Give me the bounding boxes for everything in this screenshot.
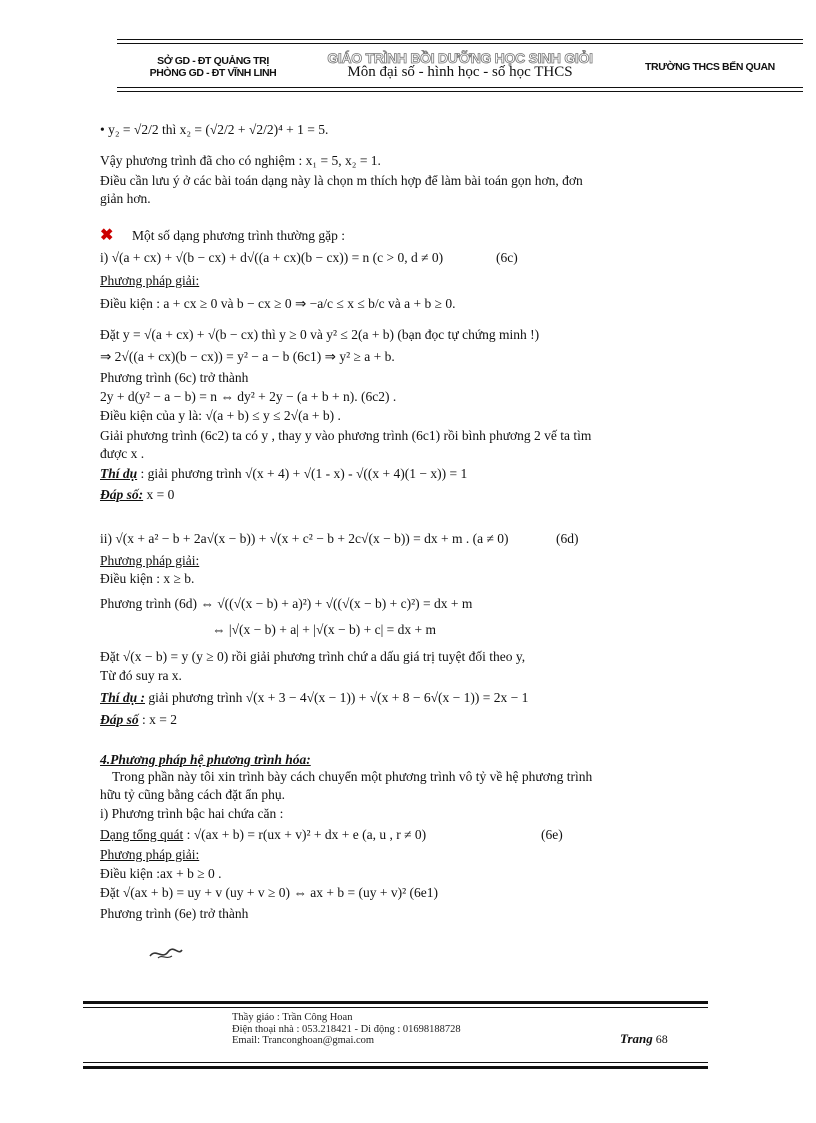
equation-6c-tag: (6c) — [496, 250, 518, 265]
header-right: TRƯỜNG THCS BẾN QUAN — [645, 61, 775, 73]
body-line-29: hữu tỷ cũng bằng cách đặt ẩn phụ. — [100, 787, 286, 802]
example-1 — [100, 466, 467, 482]
section-4-heading: 4.Phương pháp hệ phương trình hóa: — [100, 752, 311, 767]
general-form-label: Dạng tổng quát — [100, 827, 184, 842]
body-line-35: Phương trình (6e) trở thành — [100, 906, 249, 921]
answer-1-text: x = 0 — [143, 487, 175, 502]
example-2-label: Thí dụ : — [100, 690, 146, 705]
header-title: GIÁO TRÌNH BỒI DƯỠNG HỌC SINH GIỎI — [327, 50, 593, 66]
body-line-21: Phương trình (6d) ⇔ √((√(x − b) + a)²) + √((√(x − b) + c)²) = dx + m — [100, 596, 473, 611]
page-number-value: 68 — [655, 1032, 668, 1046]
method-heading-3: Phương pháp giải: — [100, 847, 200, 862]
footer-phone: Điện thoại nhà : 053.218421 - Di động : 01698188728 — [232, 1023, 461, 1035]
body-line-8: Điều kiện : a + cx ≥ 0 và b − cx ≥ 0 ⇒ −a/c ≤ x ≤ b/c và a + b ≥ 0. — [100, 296, 456, 311]
body-line-10: ⇒ 2√((a + cx)(b − cx)) = y² − a − b (6c1) ⇒ y² ≥ a + b. — [100, 349, 395, 364]
equation-6e-tag: (6e) — [541, 827, 563, 842]
method-heading-2: Phương pháp giải: — [100, 553, 200, 568]
footer-top-rule-thin — [83, 1007, 708, 1008]
body-line-28: Trong phần này tôi xin trình bày cách chuyển một phương trình vô tỷ về hệ phương trình — [112, 769, 593, 784]
answer-1-label: Đáp số: — [100, 487, 144, 502]
ornament-icon — [148, 946, 184, 962]
equation-6c: i) √(a + cx) + √(b − cx) + d√((a + cx)(b − cx)) = n (c > 0, d ≠ 0) — [100, 250, 444, 265]
body-line-23: Đặt √(x − b) = y (y ≥ 0) rồi giải phương trình chứ a dấu giá trị tuyệt đối theo y, — [100, 649, 526, 664]
method-heading-1: Phương pháp giải: — [100, 273, 200, 288]
body-line-12: 2y + d(y² − a − b) = n ⇔ dy² + 2y − (a + b + n). (6c2) . — [100, 389, 397, 404]
example-2 — [100, 690, 528, 706]
header-left-line2: PHÒNG GD - ĐT VĨNH LINH — [149, 67, 277, 79]
body-line-3: Điều cần lưu ý ở các bài toán dạng này là chọn m thích hợp để làm bài toán gọn hơn, đơn — [100, 173, 583, 188]
answer-2-label: Đáp số — [100, 712, 139, 727]
body-line-1: • y₂ = √2/2 thì x₂ = (√2/2 + √2/2)⁴ + 1 = 5. — [100, 122, 329, 137]
body-line-11: Phương trình (6c) trở thành — [100, 370, 249, 385]
equation-6d-tag: (6d) — [556, 531, 579, 546]
footer-bottom-rule-thin — [83, 1062, 708, 1063]
footer-top-rule — [83, 1001, 708, 1004]
body-line-4: giản hơn. — [100, 191, 151, 206]
cross-mark-icon: ✖ — [100, 227, 114, 244]
section-heading: Một số dạng phương trình thường gặp : — [132, 228, 346, 243]
general-form — [100, 827, 426, 843]
footer-contact — [232, 1012, 461, 1047]
example-1-text: : giải phương trình √(x + 4) + √(1 - x) - √((x + 4)(1 − x)) = 1 — [137, 466, 468, 481]
body-line-24: Từ đó suy ra x. — [100, 668, 182, 683]
footer-email: Email: Tranconghoan@gmai.com — [232, 1035, 375, 1046]
body-line-13: Điều kiện của y là: √(a + b) ≤ y ≤ 2√(a + b) . — [100, 408, 341, 423]
footer-teacher: Thầy giáo : Trần Công Hoan — [232, 1012, 353, 1023]
body-line-2: Vậy phương trình đã cho có nghiệm : x₁ = 5, x₂ = 1. — [100, 153, 381, 168]
body-line-34: Đặt √(ax + b) = uy + v (uy + v ≥ 0) ⇔ ax + b = (uy + v)² (6e1) — [100, 885, 438, 900]
body-line-14: Giải phương trình (6c2) ta có y , thay y vào phương trình (6c1) rồi bình phương 2 vế ta tìm — [100, 428, 592, 443]
example-1-label: Thí dụ — [100, 466, 138, 481]
body-line-20: Điều kiện : x ≥ b. — [100, 571, 195, 586]
answer-2 — [100, 712, 177, 728]
body-line-9: Đặt y = √(a + cx) + √(b − cx) thì y ≥ 0 và y² ≤ 2(a + b) (bạn đọc tự chứng minh !) — [100, 327, 540, 342]
header-subtitle: Môn đại số - hình học - số học THCS — [347, 64, 573, 80]
header-left — [118, 55, 308, 79]
header-top-rule-thin — [117, 43, 803, 44]
header-center — [300, 50, 620, 81]
answer-1 — [100, 487, 174, 503]
equation-6d: ii) √(x + a² − b + 2a√(x − b)) + √(x + c² − b + 2c√(x − b)) = dx + m . (a ≠ 0) — [100, 531, 509, 546]
example-2-text: giải phương trình √(x + 3 − 4√(x − 1)) + √(x + 8 − 6√(x − 1)) = 2x − 1 — [145, 690, 529, 705]
body-line-33: Điều kiện :ax + b ≥ 0 . — [100, 866, 222, 881]
page-word: Trang — [620, 1031, 653, 1046]
body-line-15: được x . — [100, 446, 145, 461]
footer-bottom-rule — [83, 1066, 708, 1069]
general-form-text: : √(ax + b) = r(ux + v)² + dx + e (a, u , r ≠ 0) — [183, 827, 427, 842]
header-left-line1: SỞ GD - ĐT QUẢNG TRỊ — [157, 55, 269, 67]
answer-2-text: : x = 2 — [138, 712, 178, 727]
header-bottom-rule — [117, 87, 803, 88]
body-line-30: i) Phương trình bậc hai chứa căn : — [100, 806, 284, 821]
header-top-rule — [117, 39, 803, 40]
body-line-22: ⇔ |√(x − b) + a| + |√(x − b) + c| = dx + m — [212, 622, 437, 637]
page-number — [620, 1031, 668, 1047]
header-bottom-rule-thin — [117, 91, 803, 92]
